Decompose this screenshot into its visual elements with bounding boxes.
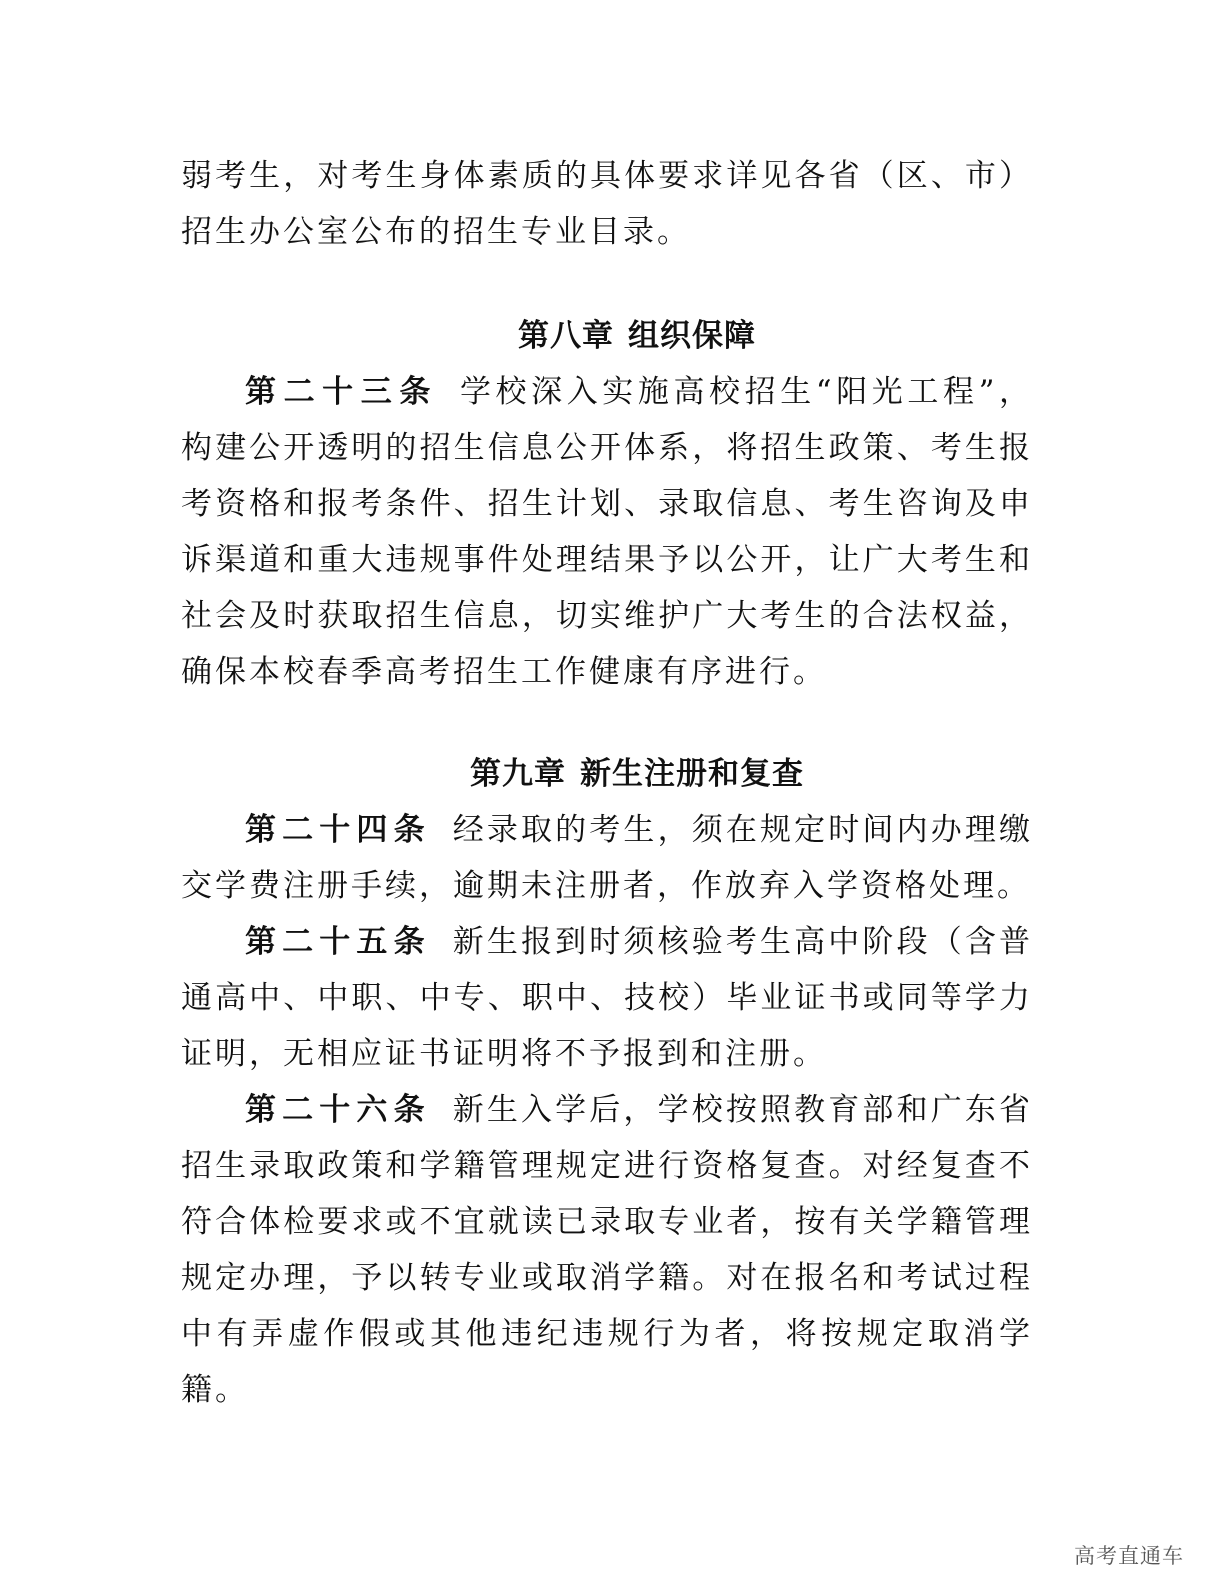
article-number: 第二十六条 xyxy=(245,1092,431,1128)
chapter-9-number: 第九章 xyxy=(470,756,566,792)
article-25 xyxy=(181,914,1033,1082)
spacer xyxy=(181,700,1033,746)
article-number: 第二十四条 xyxy=(245,812,431,848)
spacer xyxy=(181,260,1033,308)
watermark-label: 高考直通车 xyxy=(1074,1544,1184,1568)
chapter-9-title: 新生注册和复查 xyxy=(580,756,804,792)
article-text: 新生报到时须核验考生高中阶段（含普通高中、中职、中专、职中、技校）毕业证书或同等学力证明，无相应证书证明将不予报到和注册。 xyxy=(181,924,1034,1072)
article-24 xyxy=(181,802,1033,914)
document-page xyxy=(181,148,1033,1418)
chapter-9-heading xyxy=(181,746,1033,802)
chapter-8-number: 第八章 xyxy=(518,318,614,354)
article-text: 学校深入实施高校招生“阳光工程”，构建公开透明的招生信息公开体系，将招生政策、考生报考资格和报考条件、招生计划、录取信息、考生咨询及申诉渠道和重大违规事件处理结果予以公开，让广大考生和社会及时获取招生信息，切实维护广大考生的合法权益，确保本校春季高考招生工作健康有序进行。 xyxy=(181,374,1034,690)
article-text: 新生入学后，学校按照教育部和广东省招生录取政策和学籍管理规定进行资格复查。对经复查不符合体检要求或不宜就读已录取专业者，按有关学籍管理规定办理，予以转专业或取消学籍。对在报名和考试过程中有弄虚作假或其他违纪违规行为者，将按规定取消学籍。 xyxy=(181,1092,1034,1408)
chapter-8-heading xyxy=(181,308,1033,364)
article-text: 经录取的考生，须在规定时间内办理缴交学费注册手续，逾期未注册者，作放弃入学资格处理。 xyxy=(181,812,1034,904)
chapter-8-title: 组织保障 xyxy=(628,318,756,354)
article-number: 第二十五条 xyxy=(245,924,431,960)
continuation-paragraph: 弱考生，对考生身体素质的具体要求详见各省（区、市）招生办公室公布的招生专业目录。 xyxy=(181,158,1033,250)
article-26 xyxy=(181,1082,1033,1418)
article-23 xyxy=(181,364,1033,700)
article-number: 第二十三条 xyxy=(245,374,438,410)
